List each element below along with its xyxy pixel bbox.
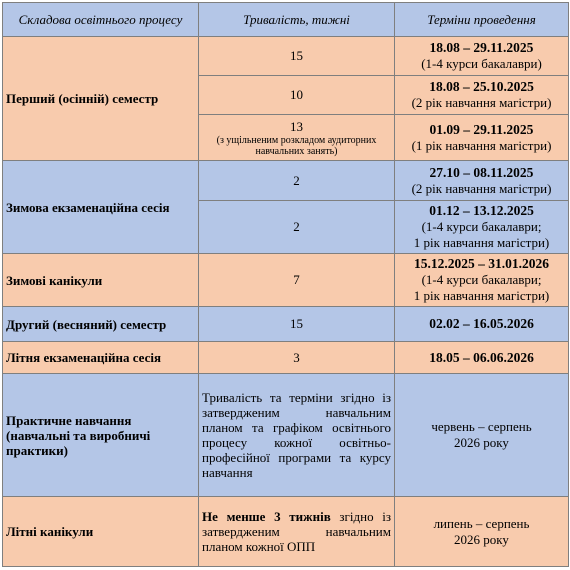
- dates-value: 27.10 – 08.11.2025: [429, 164, 534, 180]
- row-label-winter-exam: Зимова екзаменаційна сесія: [3, 161, 199, 254]
- dates-value: 02.02 – 16.05.2026: [429, 316, 534, 331]
- dates-cell: [395, 201, 569, 254]
- table-row: [3, 37, 569, 76]
- dates-value: 15.12.2025 – 31.01.2026: [414, 256, 549, 271]
- table-header-row: [3, 3, 569, 37]
- dates-cell: [395, 254, 569, 307]
- weeks-cell: 2: [199, 201, 395, 254]
- row-label-semester-1: Перший (осінній) семестр: [3, 37, 199, 161]
- table-row: [3, 307, 569, 342]
- dates-year: 2026 року: [454, 435, 509, 450]
- table-row: [3, 161, 569, 201]
- row-label-winter-holidays: Зимові канікули: [3, 254, 199, 307]
- weeks-value: 13: [290, 118, 303, 134]
- row-label-summer-exam: Літня екзаменаційна сесія: [3, 342, 199, 374]
- dates-note: (1-4 курси бакалаври): [421, 56, 542, 71]
- weeks-cell: 2: [199, 161, 395, 201]
- weeks-cell: 10: [199, 76, 395, 115]
- weeks-cell: 3: [199, 342, 395, 374]
- dates-note: (2 рік навчання магістри): [411, 180, 552, 196]
- table-row: [3, 497, 569, 567]
- dates-cell: [395, 76, 569, 115]
- dates-note: (1-4 курси бакалаври;: [421, 219, 542, 234]
- practice-duration-text: Тривалість та терміни згідно із затвердженим навчальним планом та графіком освітнього процесу кожної освітньо-професійної програми та курсу навчання: [199, 374, 395, 497]
- duration-emphasis: Не менше 3 тижнів: [202, 509, 331, 524]
- dates-cell: [395, 342, 569, 374]
- dates-value: 01.12 – 13.12.2025: [429, 203, 534, 218]
- dates-cell: [395, 37, 569, 76]
- dates-note: (2 рік навчання магістри): [411, 95, 552, 110]
- dates-note: (1 рік навчання магістри): [411, 137, 552, 153]
- header-dates: Терміни проведення: [395, 3, 569, 37]
- header-duration: Тривалість, тижні: [199, 3, 395, 37]
- weeks-cell: [199, 115, 395, 161]
- dates-note: 1 рік навчання магістри): [413, 288, 550, 303]
- dates-cell: [395, 115, 569, 161]
- row-label-practice: Практичне навчання (навчальні та виробничі практики): [3, 374, 199, 497]
- table-row: [3, 374, 569, 497]
- row-label-summer-holidays: Літні канікули: [3, 497, 199, 567]
- weeks-cell: 15: [199, 37, 395, 76]
- summer-duration-text: [199, 497, 395, 567]
- header-component: Складова освітнього процесу: [3, 3, 199, 37]
- dates-note: (1-4 курси бакалаври;: [421, 272, 542, 287]
- duration-rest: згідно із затвердженим навчальним планом кожної ОПП: [202, 509, 392, 554]
- dates-cell: [395, 497, 569, 567]
- dates-value: 18.08 – 29.11.2025: [429, 40, 534, 55]
- dates-value: липень – серпень: [433, 515, 530, 531]
- row-label-semester-2: Другий (весняний) семестр: [3, 307, 199, 342]
- dates-value: 01.09 – 29.11.2025: [429, 121, 534, 137]
- dates-value: червень – серпень: [431, 419, 532, 434]
- weeks-cell: 7: [199, 254, 395, 307]
- weeks-note: (з ущільненим розкладом аудиторних навчальних занять): [216, 134, 377, 157]
- dates-value: 18.08 – 25.10.2025: [429, 79, 534, 94]
- table-row: [3, 342, 569, 374]
- dates-year: 2026 року: [454, 531, 509, 547]
- dates-cell: [395, 161, 569, 201]
- schedule-table: [2, 2, 569, 567]
- table-row: [3, 254, 569, 307]
- weeks-cell: 15: [199, 307, 395, 342]
- dates-note: 1 рік навчання магістри): [413, 235, 550, 250]
- dates-cell: [395, 307, 569, 342]
- dates-value: 18.05 – 06.06.2026: [429, 349, 534, 365]
- dates-cell: [395, 374, 569, 497]
